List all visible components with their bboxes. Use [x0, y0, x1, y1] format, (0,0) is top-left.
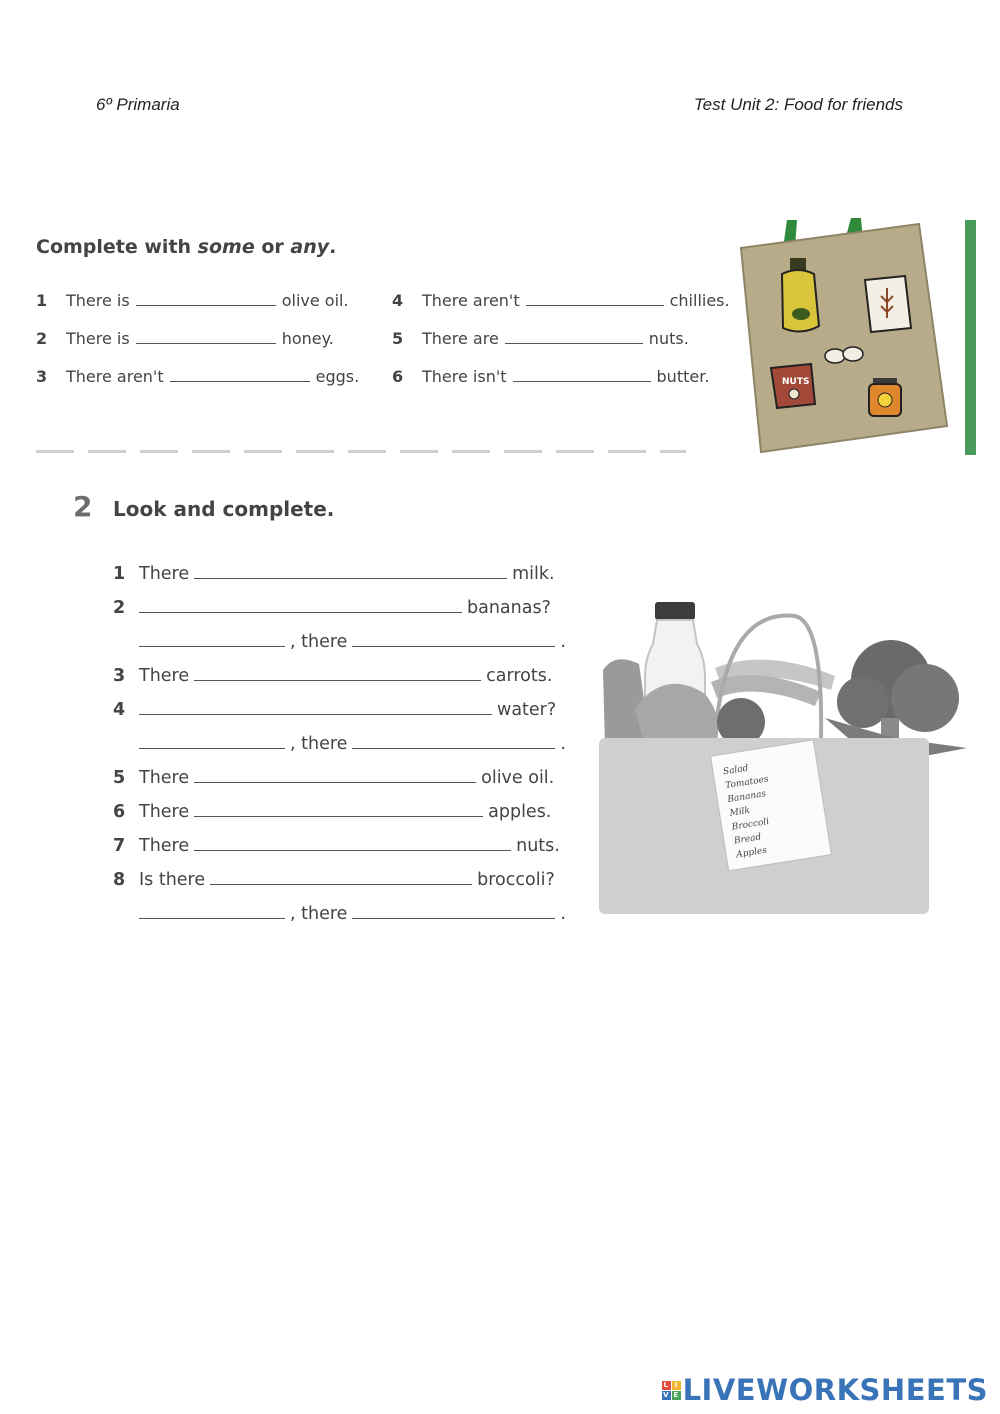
answer-blank[interactable] [139, 734, 285, 749]
tote-bag-image [735, 218, 953, 458]
item-number: 3 [113, 666, 126, 686]
item-number: 2 [36, 329, 48, 348]
answer-blank[interactable] [139, 632, 285, 647]
item-after: broccoli? [477, 870, 555, 890]
ex2-item-2-answer [139, 632, 566, 652]
nuts-jar-label: NUTS [782, 377, 810, 387]
item-before: There [139, 564, 190, 584]
logo-letter: E [673, 1390, 679, 1399]
item-number: 3 [36, 367, 48, 386]
list-item: Bananas [726, 789, 767, 806]
item-after: bananas? [467, 598, 551, 618]
list-item: Milk [728, 805, 751, 819]
title-period: . [329, 236, 337, 258]
ex2-item-3 [113, 666, 552, 686]
item-before: There aren't [66, 367, 164, 386]
item-number: 6 [113, 802, 126, 822]
logo-letter: I [672, 1381, 681, 1390]
exercise2-title: Look and complete. [113, 497, 335, 521]
item-after: water? [497, 700, 557, 720]
exercise2-number: 2 [73, 490, 93, 523]
item-after: butter. [656, 367, 710, 386]
answer-blank[interactable] [352, 734, 555, 749]
item-number: 4 [113, 700, 126, 720]
item-after: olive oil. [281, 291, 349, 310]
answer-blank[interactable] [352, 632, 555, 647]
title-any: any [290, 236, 330, 258]
item-after: carrots. [486, 666, 553, 686]
ex1-item-6 [392, 367, 709, 386]
item-before: There is [66, 329, 130, 348]
liveworksheets-logo [662, 1373, 988, 1407]
item-before: There are [422, 329, 499, 348]
answer-blank[interactable] [210, 870, 472, 885]
item-end: . [560, 904, 566, 924]
item-before: There isn't [422, 367, 507, 386]
item-mid: , there [290, 734, 348, 754]
answer-blank[interactable] [194, 802, 483, 817]
answer-blank[interactable] [526, 291, 664, 306]
ex2-item-7 [113, 836, 560, 856]
list-item: Bread [733, 832, 762, 847]
ex2-item-1 [113, 564, 555, 584]
ex1-item-3 [36, 367, 359, 386]
ex2-item-6 [113, 802, 551, 822]
item-after: eggs. [315, 367, 360, 386]
grocery-bag-image [595, 598, 993, 916]
ex2-item-8-answer [139, 904, 566, 924]
item-number: 1 [113, 564, 126, 584]
item-number: 4 [392, 291, 404, 310]
ex2-item-4 [113, 700, 556, 720]
item-number: 8 [113, 870, 126, 890]
item-number: 7 [113, 836, 126, 856]
answer-blank[interactable] [513, 367, 651, 382]
item-after: chillies. [669, 291, 730, 310]
item-number: 5 [113, 768, 126, 788]
answer-blank[interactable] [139, 598, 462, 613]
answer-blank[interactable] [139, 904, 285, 919]
answer-blank[interactable] [352, 904, 555, 919]
item-before: There [139, 666, 190, 686]
answer-blank[interactable] [194, 564, 507, 579]
item-before: There [139, 836, 190, 856]
answer-blank[interactable] [194, 768, 476, 783]
item-before: There [139, 768, 190, 788]
item-after: nuts. [516, 836, 560, 856]
answer-blank[interactable] [505, 329, 643, 344]
item-before: Is there [139, 870, 206, 890]
logo-letter: V [663, 1390, 670, 1399]
answer-blank[interactable] [194, 836, 511, 851]
item-after: apples. [488, 802, 552, 822]
header-right: Test Unit 2: Food for friends [693, 95, 903, 114]
list-item: Broccoli [731, 816, 770, 833]
item-number: 5 [392, 329, 404, 348]
list-item: Apples [735, 845, 768, 861]
item-after: olive oil. [481, 768, 555, 788]
ex1-item-2 [36, 329, 334, 348]
item-before: There [139, 802, 190, 822]
ex1-item-5 [392, 329, 689, 348]
list-item: Tomatoes [724, 774, 770, 792]
header-left: 6º Primaria [96, 95, 180, 114]
item-number: 1 [36, 291, 48, 310]
ex2-item-2 [113, 598, 551, 618]
item-after: honey. [281, 329, 334, 348]
item-mid: , there [290, 904, 348, 924]
answer-blank[interactable] [139, 700, 492, 715]
accent-bar [965, 220, 976, 455]
item-number: 6 [392, 367, 404, 386]
list-item: Salad [722, 763, 750, 778]
ex1-item-4 [392, 291, 730, 310]
title-some: some [197, 236, 255, 258]
ex1-item-1 [36, 291, 349, 310]
title-text: Complete with [36, 236, 198, 258]
answer-blank[interactable] [194, 666, 481, 681]
logo-mark-icon [662, 1381, 681, 1400]
item-end: . [560, 632, 566, 652]
honey-jar-icon [869, 378, 901, 416]
item-before: There aren't [422, 291, 520, 310]
item-number: 2 [113, 598, 126, 618]
answer-blank[interactable] [136, 329, 276, 344]
nuts-jar-icon [771, 364, 815, 408]
ex2-item-8 [113, 870, 555, 890]
item-before: There is [66, 291, 130, 310]
item-mid: , there [290, 632, 348, 652]
item-end: . [560, 734, 566, 754]
exercise1-title [36, 236, 336, 258]
title-or: or [254, 236, 291, 258]
answer-blank[interactable] [170, 367, 310, 382]
flour-bag-icon [865, 276, 911, 332]
shopping-list-note [711, 740, 832, 871]
answer-blank[interactable] [136, 291, 276, 306]
item-after: nuts. [648, 329, 689, 348]
logo-text: LIVEWORKSHEETS [682, 1373, 988, 1407]
ex2-item-4-answer [139, 734, 566, 754]
ex2-item-5 [113, 768, 554, 788]
cut-off-line [36, 450, 686, 453]
logo-letter: L [662, 1381, 671, 1390]
item-after: milk. [512, 564, 555, 584]
